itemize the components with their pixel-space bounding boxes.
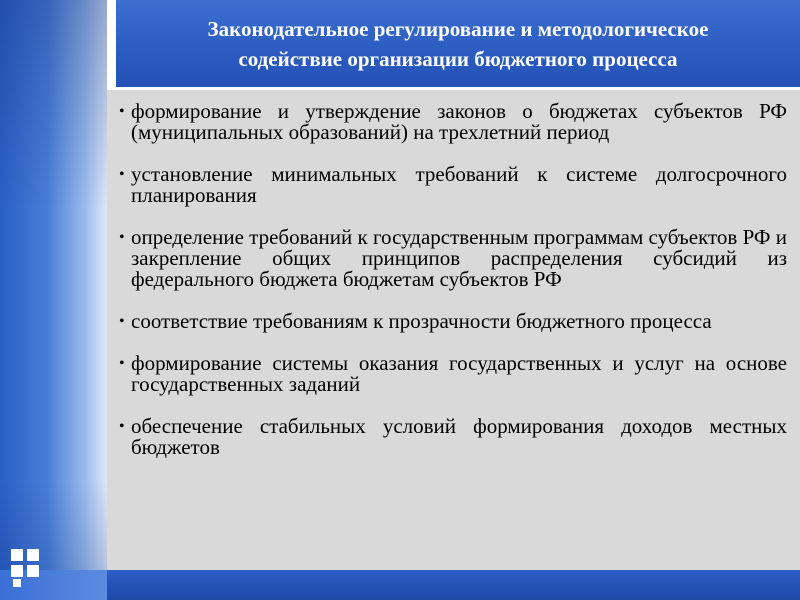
title-line-2: содействие организации бюджетного процесса [238, 47, 678, 71]
bullet-text: определение требований к государственным программам субъектов РФ и закрепление общих принципов распределения субсидий из федерального бюджета бюджетам субъектов РФ [131, 225, 787, 291]
bullet-item [119, 227, 787, 290]
logo-square [13, 579, 21, 587]
bottom-bar [0, 570, 800, 600]
logo-square [11, 565, 23, 577]
logo-square [11, 549, 23, 561]
bullet-icon: • [119, 418, 125, 435]
bullet-text: формирование и утверждение законов о бюджетах субъектов РФ (муниципальных образований) на трехлетний период [131, 99, 787, 144]
bullet-item [119, 164, 787, 206]
squares-logo-icon [11, 549, 49, 587]
title-left-cap [107, 0, 116, 87]
logo-square [27, 565, 39, 577]
bullet-text: формирование системы оказания государственных и услуг на основе государственных заданий [131, 351, 787, 396]
bullet-item [119, 311, 787, 332]
left-band-shade [0, 0, 107, 600]
bullet-icon: • [119, 103, 125, 120]
bullet-text: обеспечение стабильных условий формирования доходов местных бюджетов [131, 414, 787, 459]
bullet-icon: • [119, 229, 125, 246]
bullet-icon: • [119, 313, 125, 330]
bullet-item [119, 416, 787, 458]
title-line-1: Законодательное регулирование и методологическое [207, 17, 709, 41]
bullet-text: установление минимальных требований к системе долгосрочного планирования [131, 162, 787, 207]
slide-title [116, 14, 800, 74]
bullet-list [119, 101, 787, 458]
bullet-icon: • [119, 166, 125, 183]
bullet-item [119, 353, 787, 395]
bullet-icon: • [119, 355, 125, 372]
bullet-item [119, 101, 787, 143]
logo-square [27, 549, 39, 561]
bullet-text: соответствие требованиям к прозрачности бюджетного процесса [131, 309, 712, 333]
